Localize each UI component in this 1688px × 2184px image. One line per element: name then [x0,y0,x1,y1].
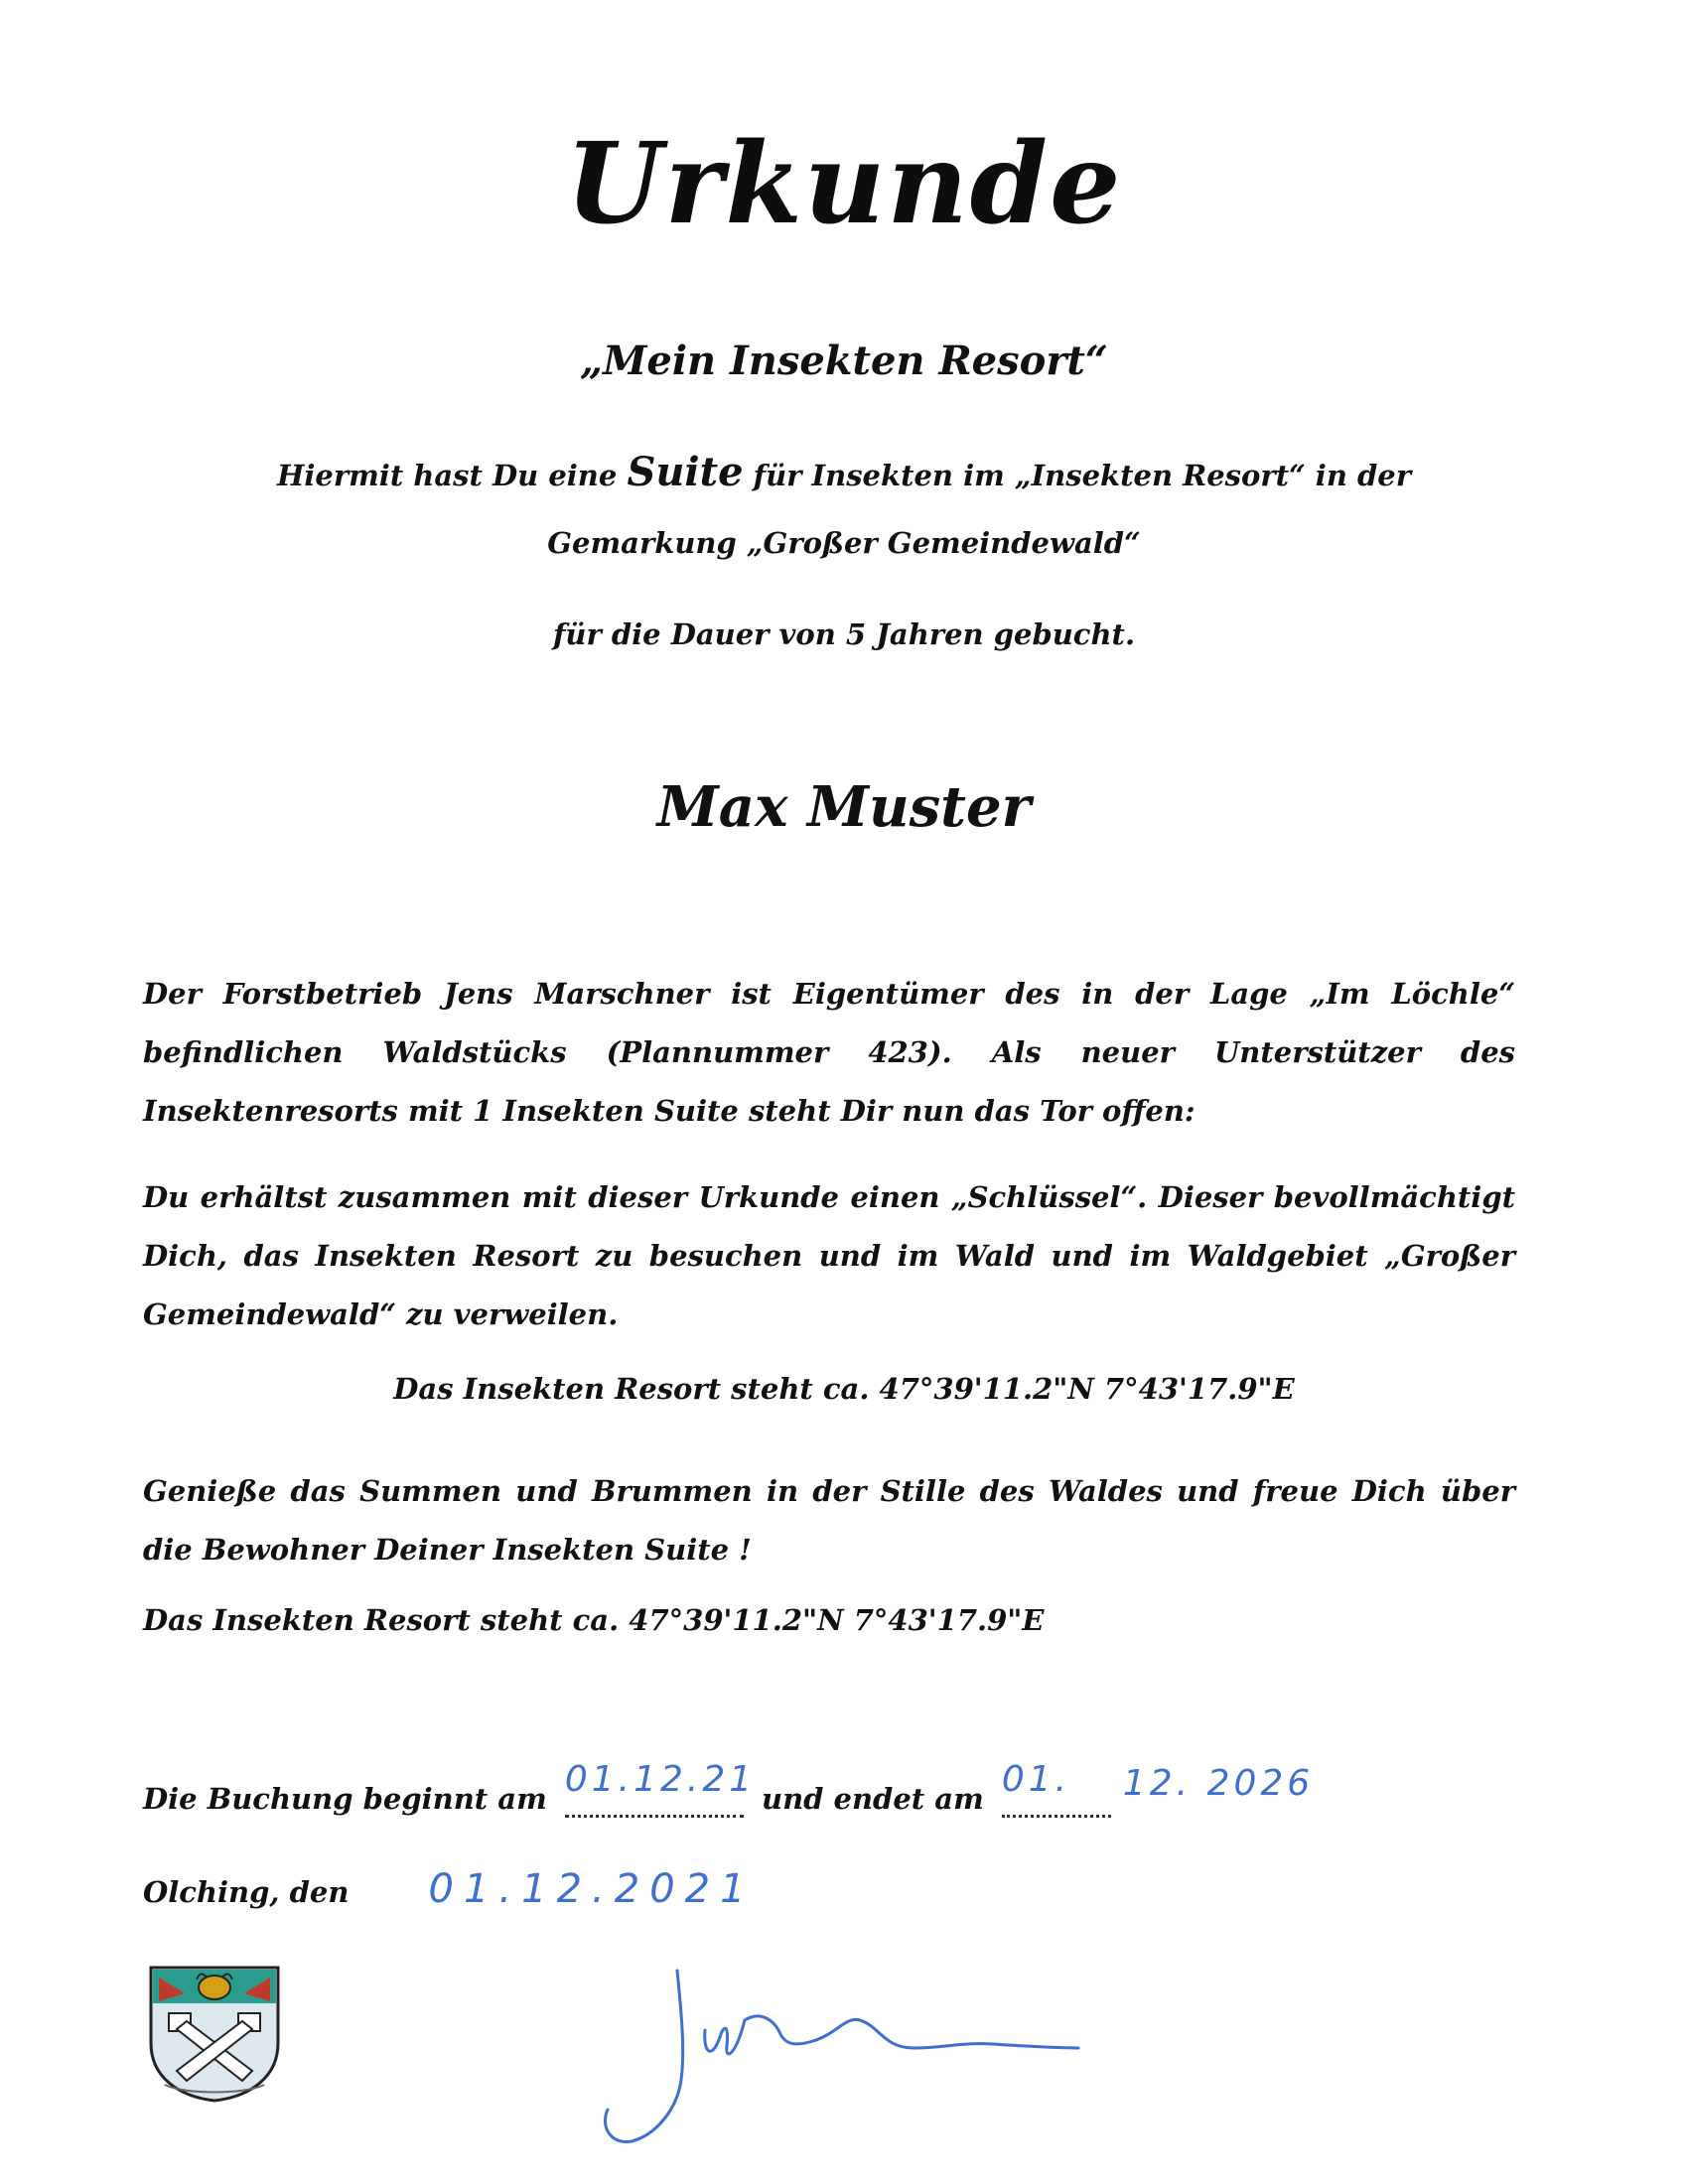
booking-end-field [1001,1759,1111,1818]
suite-word: Suite [627,449,744,495]
handwritten-signature [586,1961,1082,2149]
booking-start-date: 01.12.21 [564,1759,757,1800]
recipient-name: Max Muster [656,774,1032,840]
intro-line-3: für die Dauer von 5 Jahren gebucht. [552,617,1136,651]
municipal-coat-of-arms-icon [145,1964,284,2103]
intro-line-1 [0,449,1688,495]
booking-line [143,1759,1315,1818]
place-date: 01.12.2021 [428,1866,756,1912]
location-line-centered: Das Insekten Resort steht ca. 47°39'11.2"N 7°43'17.9"E [393,1372,1295,1406]
intro-line-1-pre: Hiermit hast Du eine [276,459,628,492]
certificate-title: Urkunde [565,119,1123,249]
certificate-subtitle: „Mein Insekten Resort“ [580,338,1108,384]
intro-line-2: Gemarkung „Großer Gemeindewald“ [547,526,1141,560]
booking-end-date-b: 12. 2026 [1122,1763,1315,1804]
intro-line-1-post: für Insekten im „Insekten Resort“ in der [743,459,1412,492]
location-line-left: Das Insekten Resort steht ca. 47°39'11.2"N 7°43'17.9"E [143,1603,1045,1637]
paragraph-ownership: Der Forstbetrieb Jens Marschner ist Eigentümer des in der Lage „Im Löchle“ befindlichen Waldstücks (Plannummer 423). Als neuer Unterstützer des Insektenresorts mit 1 Insekten Suite steht Dir nun das Tor offen: [143,977,1515,1128]
booking-end-date-a: 01. [1001,1759,1071,1800]
paragraph-key: Du erhältst zusammen mit dieser Urkunde einen „Schlüssel“. Dieser bevollmächtigt Dich, das Insekten Resort zu besuchen und im Wald und im Waldgebiet „Großer Gemeindewald“ zu verweilen. [143,1180,1515,1331]
place-date-line [143,1866,756,1912]
booking-start-field [564,1759,757,1818]
booking-prefix: Die Buchung beginnt am [143,1782,547,1816]
paragraph-enjoy: Genieße das Summen und Brummen in der Stille des Waldes und freue Dich über die Bewohner Deiner Insekten Suite ! [143,1474,1515,1567]
booking-middle: und endet am [761,1782,984,1816]
place-label: Olching, den [143,1875,350,1909]
